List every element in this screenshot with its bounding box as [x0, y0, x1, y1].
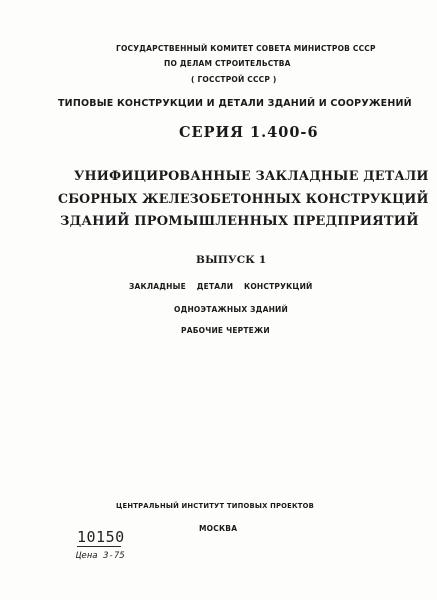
publisher-city: МОСКВА	[199, 524, 238, 533]
issue-subtitle-line-2: ОДНОЭТАЖНЫХ ЗДАНИЙ	[174, 305, 288, 314]
document-title-line-3: ЗДАНИЙ ПРОМЫШЛЕННЫХ ПРЕДПРИЯТИЙ	[60, 214, 419, 229]
committee-abbrev: ( ГОССТРОЙ СССР )	[191, 75, 277, 84]
document-title-line-2: СБОРНЫХ ЖЕЛЕЗОБЕТОННЫХ КОНСТРУКЦИЙ	[58, 192, 429, 207]
document-title-line-1: УНИФИЦИРОВАННЫЕ ЗАКЛАДНЫЕ ДЕТАЛИ	[74, 169, 429, 184]
issue-label: ВЫПУСК 1	[196, 254, 267, 266]
collection-title: ТИПОВЫЕ КОНСТРУКЦИИ И ДЕТАЛИ ЗДАНИЙ И СООРУЖЕНИЙ	[58, 98, 412, 109]
handwritten-inventory-number: 10150	[77, 528, 125, 546]
series-number: СЕРИЯ 1.400-6	[179, 124, 319, 141]
handwritten-price: Цена 3-75	[76, 551, 125, 561]
issue-subtitle-line-3: РАБОЧИЕ ЧЕРТЕЖИ	[181, 326, 270, 335]
committee-line-2: ПО ДЕЛАМ СТРОИТЕЛЬСТВА	[164, 59, 291, 68]
issue-subtitle-line-1: ЗАКЛАДНЫЕ ДЕТАЛИ КОНСТРУКЦИЙ	[129, 282, 313, 291]
committee-line-1: ГОСУДАРСТВЕННЫЙ КОМИТЕТ СОВЕТА МИНИСТРОВ СССР	[116, 44, 376, 53]
publisher-institute: ЦЕНТРАЛЬНЫЙ ИНСТИТУТ ТИПОВЫХ ПРОЕКТОВ	[116, 502, 314, 510]
inventory-number-underline	[77, 546, 121, 547]
